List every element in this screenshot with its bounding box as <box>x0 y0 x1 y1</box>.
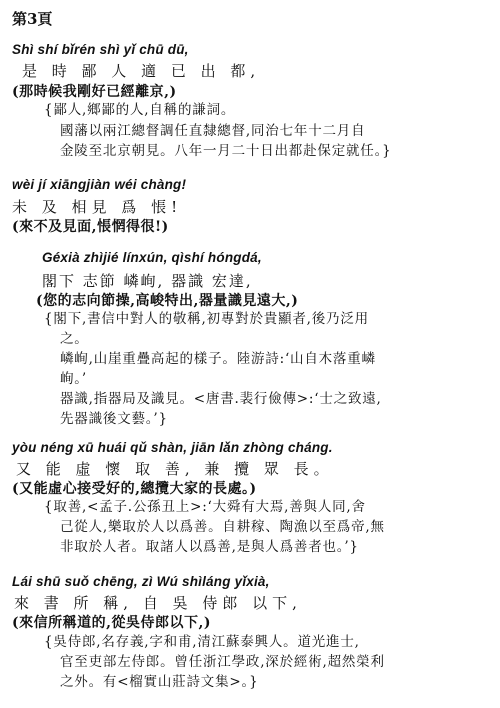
note-line: 國藩以兩江總督調任直隸總督,同治七年十二月自 <box>60 123 366 139</box>
note-line: 器識,指器局及識見。<唐書.裴行儉傳>:‘士之致遠, <box>60 391 382 407</box>
pinyin-line: Shì shí bǐrén shì yǐ chū dū, <box>12 42 189 57</box>
translation-line: (那時候我剛好已經離京,) <box>12 84 177 100</box>
pinyin-line: wèi jí xiāngjiàn wéi chàng! <box>12 177 187 192</box>
chinese-line: 閣下 志節 嶙峋, 器識 宏達, <box>42 272 253 290</box>
chinese-line: 來 書 所 稱, 自 吳 侍郎 以下, <box>14 594 302 612</box>
translation-line: (您的志向節操,高峻特出,器量識見遠大,) <box>36 293 299 309</box>
chinese-line: 是 時 鄙 人 適 已 出 都, <box>22 62 261 80</box>
note-line: 官至吏部左侍郎。曾任浙江學政,深於經術,超然榮利 <box>60 654 385 670</box>
note-line: {閣下,書信中對人的敬稱,初專對於貴顯者,後乃泛用 <box>44 311 369 327</box>
chinese-line: 又 能 虛 懷 取 善, 兼 攬 眾 長。 <box>16 460 334 478</box>
note-line: 非取於人者。取諸人以爲善,是與人爲善者也。’} <box>60 539 359 555</box>
note-line: 金陵至北京朝見。八年一月二十日出都赴保定就任。} <box>60 143 392 159</box>
note-line: 之外。有<榴實山莊詩文集>。} <box>60 674 259 690</box>
note-line: 己從人,樂取於人以爲善。自耕稼、陶漁以至爲帝,無 <box>60 519 385 535</box>
note-line: 峋。’ <box>60 371 87 387</box>
translation-line: (來信所稱道的,從吳侍郎以下,) <box>12 615 211 631</box>
note-line: 之。 <box>60 331 89 347</box>
note-line: {吳侍郎,名存義,字和甫,清江蘇泰興人。道光進士, <box>44 634 360 650</box>
translation-line: (來不及見面,悵惘得很!) <box>12 219 169 235</box>
pinyin-line: Géxià zhìjié línxún, qìshí hóngdá, <box>42 250 262 265</box>
translation-line: (又能虛心接受好的,總攬大家的長處。) <box>12 481 257 497</box>
note-line: 先器識後文藝。’} <box>60 411 168 427</box>
note-line: 嶙峋,山崖重疊高起的樣子。陸游詩:‘山自木落重嶙 <box>60 351 376 367</box>
note-line: {鄙人,鄉鄙的人,自稱的謙詞。 <box>44 102 236 118</box>
chinese-line: 未 及 相見 爲 悵! <box>12 198 183 216</box>
page-number-label: 第3頁 <box>12 10 53 28</box>
pinyin-line: yòu néng xū huái qǔ shàn, jiān lǎn zhòng cháng. <box>12 440 333 455</box>
pinyin-line: Lái shū suǒ chēng, zì Wú shìláng yǐxià, <box>12 574 270 589</box>
note-line: {取善,<孟子.公孫丑上>:‘大舜有大焉,善與人同,舍 <box>44 499 366 515</box>
